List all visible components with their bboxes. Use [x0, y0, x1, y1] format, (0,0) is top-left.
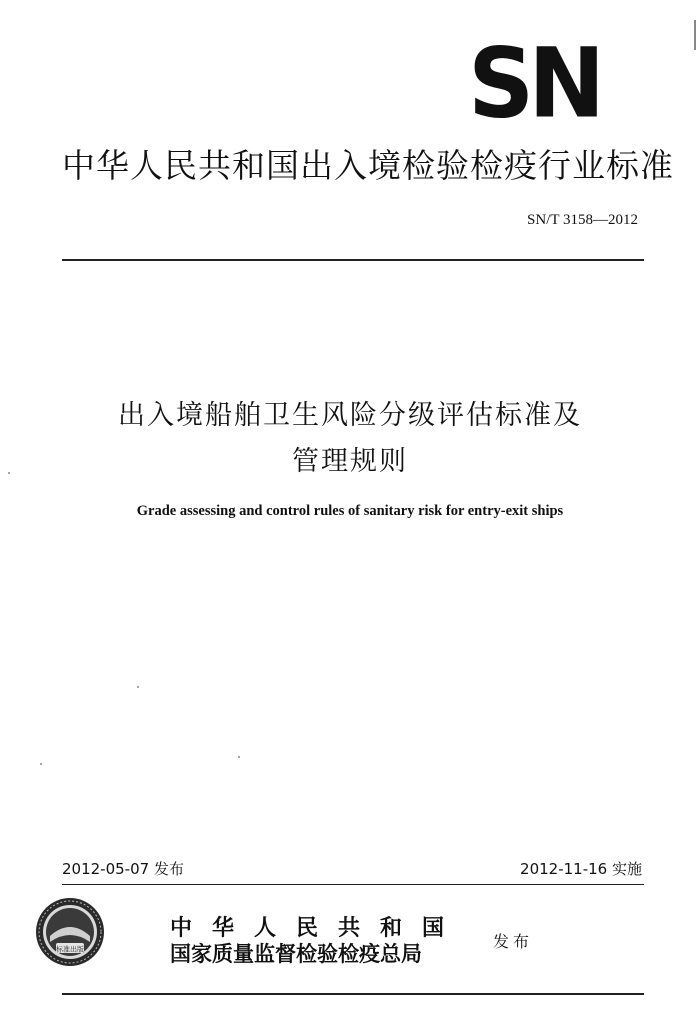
- seal-label: 标准出版: [56, 945, 84, 954]
- issuer-agency: 国家质量监督检验检疫总局: [170, 941, 422, 966]
- scan-speck: [238, 756, 240, 758]
- issuer-country: 中华人民共和国: [170, 915, 465, 941]
- document-title: [40, 393, 660, 485]
- title-line-1: 出入境船舶卫生风险分级评估标准及: [118, 400, 582, 431]
- sn-logo: SN: [468, 27, 600, 140]
- scan-speck: [8, 472, 10, 474]
- standard-category: 中华人民共和国出入境检验检疫行业标准: [62, 146, 674, 185]
- standard-number: SN/T 3158—2012: [527, 212, 638, 228]
- english-title: Grade assessing and control rules of sanitary risk for entry-exit ships: [136, 503, 564, 519]
- scan-speck: [137, 686, 139, 688]
- publisher-seal-icon: [34, 896, 106, 968]
- scan-speck: [694, 20, 696, 50]
- publish-label: 发布: [493, 932, 534, 951]
- issue-date: 2012-05-07 发布: [62, 860, 184, 878]
- dates-divider: [62, 884, 644, 885]
- footer-divider: [62, 993, 644, 995]
- implementation-date: 2012-11-16 实施: [520, 860, 642, 878]
- scan-speck: [40, 763, 42, 765]
- title-line-2: 管理规则: [292, 446, 408, 477]
- header-divider: [62, 259, 644, 261]
